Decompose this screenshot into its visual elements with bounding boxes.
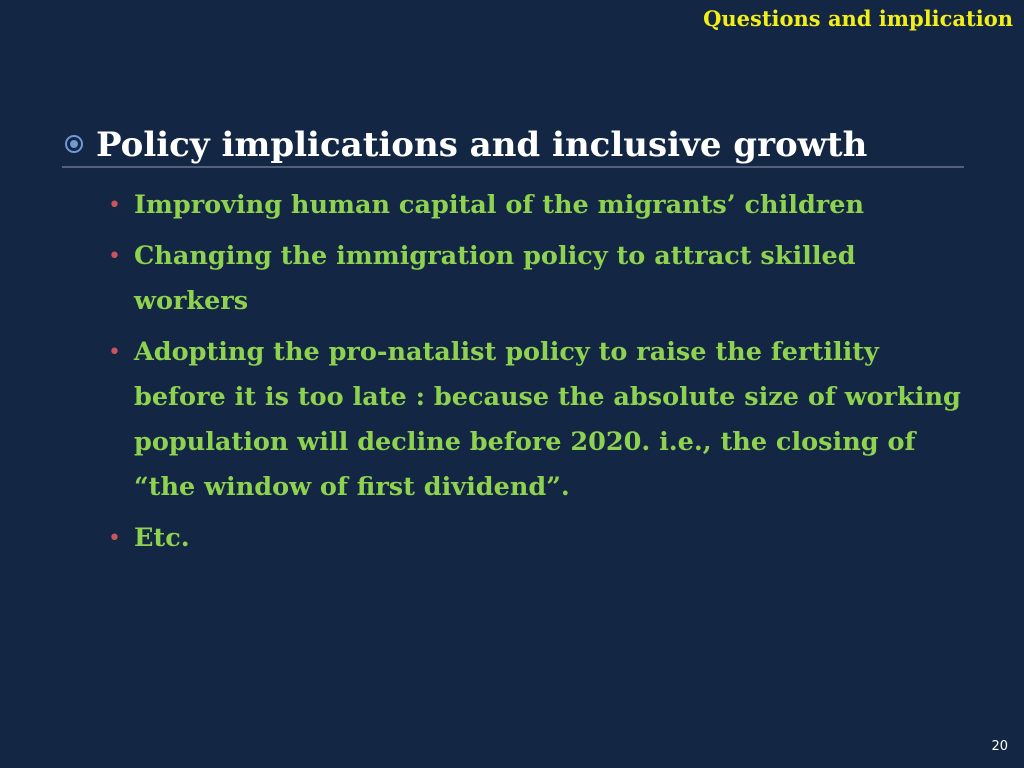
list-item bbox=[104, 234, 984, 324]
list-item bbox=[104, 183, 984, 228]
section-heading-text: Policy implications and inclusive growth bbox=[96, 125, 868, 165]
bullet-text: Improving human capital of the migrants’ children bbox=[134, 190, 864, 220]
bullet-text: Adopting the pro-natalist policy to raise the fertility before it is too late : because the absolute size of working population will decline before 2020. i.e., the closing of “the window of first dividend”. bbox=[134, 337, 961, 502]
slide-header-title: Questions and implication bbox=[703, 6, 1013, 31]
list-item bbox=[104, 330, 984, 510]
section-heading bbox=[62, 124, 964, 168]
dot-bullet-icon: • bbox=[108, 526, 121, 551]
circle-bullet-icon bbox=[65, 135, 83, 153]
dot-bullet-icon: • bbox=[108, 193, 121, 218]
bullet-text: Changing the immigration policy to attract skilled workers bbox=[134, 241, 856, 316]
list-item bbox=[104, 516, 984, 561]
page-number: 20 bbox=[991, 739, 1008, 754]
dot-bullet-icon: • bbox=[108, 340, 121, 365]
dot-bullet-icon: • bbox=[108, 244, 121, 269]
bullet-text: Etc. bbox=[134, 523, 190, 553]
bullet-list bbox=[104, 183, 984, 567]
